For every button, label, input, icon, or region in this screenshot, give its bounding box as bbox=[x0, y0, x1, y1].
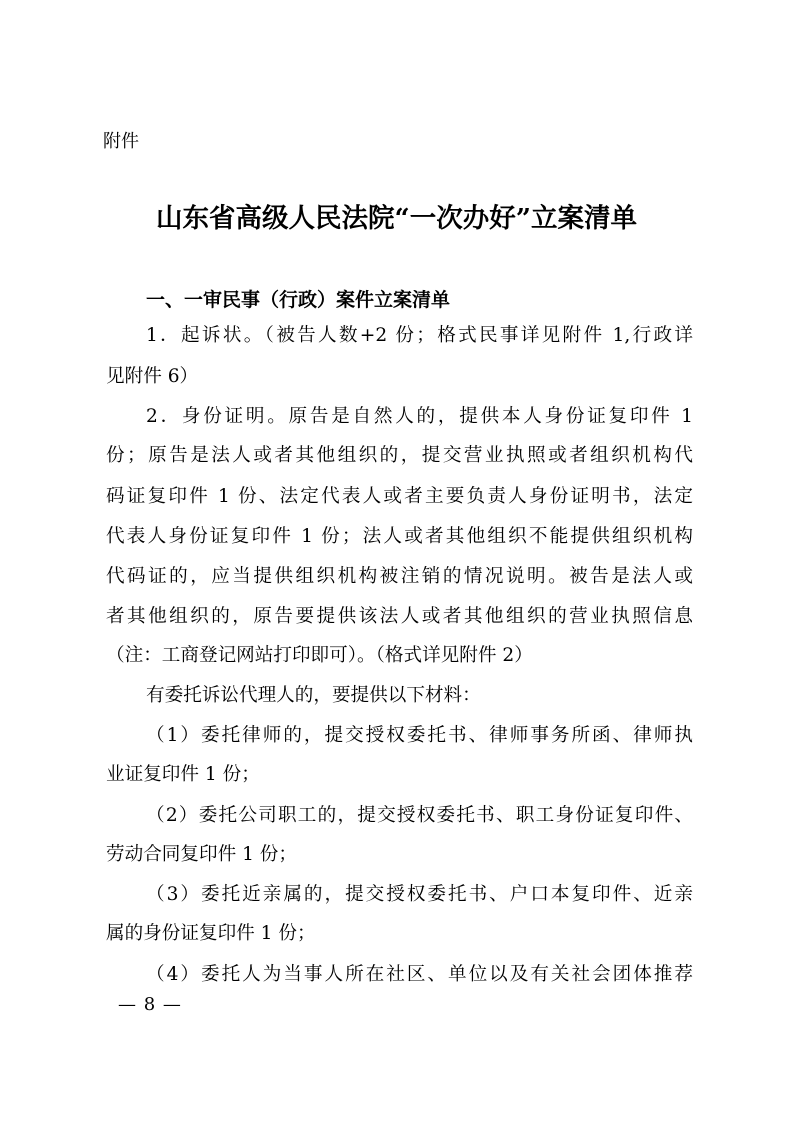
document-title: 山东省高级人民法院“一次办好”立案清单 bbox=[156, 203, 637, 234]
paragraph-line: （注：工商登记网站打印即可）。（格式详见附件 2） bbox=[106, 645, 533, 666]
paragraph-line: （1）委托律师的，提交授权委托书、律师事务所函、律师执 bbox=[146, 725, 693, 746]
paragraph-line: （2）委托公司职工的，提交授权委托书、职工身份证复印件、 bbox=[146, 805, 693, 826]
paragraph-line: 代表人身份证复印件 1 份；法人或者其他组织不能提供组织机构 bbox=[106, 526, 693, 547]
paragraph-line: 业证复印件 1 份； bbox=[106, 764, 260, 785]
paragraph-line: （4）委托人为当事人所在社区、单位以及有关社会团体推荐 bbox=[146, 964, 693, 985]
paragraph-line: 代码证的，应当提供组织机构被注销的情况说明。被告是法人或 bbox=[106, 566, 693, 587]
paragraph-line: 劳动合同复印件 1 份； bbox=[106, 844, 297, 865]
paragraph-line: 属的身份证复印件 1 份； bbox=[106, 923, 316, 944]
paragraph-line: 2．身份证明。原告是自然人的，提供本人身份证复印件 1 bbox=[146, 406, 693, 427]
attachment-label: 附件 bbox=[103, 131, 139, 152]
section-heading: 一、一审民事（行政）案件立案清单 bbox=[146, 289, 451, 311]
paragraph-line: 1．起诉状。（被告人数+2 份；格式民事详见附件 1,行政详 bbox=[146, 325, 693, 346]
paragraph-line: 者其他组织的，原告要提供该法人或者其他组织的营业执照信息 bbox=[106, 606, 693, 627]
paragraph-line: （3）委托近亲属的，提交授权委托书、户口本复印件、近亲 bbox=[146, 884, 693, 905]
paragraph-line: 份；原告是法人或者其他组织的，提交营业执照或者组织机构代 bbox=[106, 445, 693, 466]
paragraph-line: 码证复印件 1 份、法定代表人或者主要负责人身份证明书，法定 bbox=[106, 486, 693, 507]
paragraph-line: 有委托诉讼代理人的，要提供以下材料： bbox=[146, 685, 481, 706]
paragraph-line: 见附件 6） bbox=[106, 366, 199, 387]
page-number: — 8 — bbox=[118, 994, 182, 1015]
